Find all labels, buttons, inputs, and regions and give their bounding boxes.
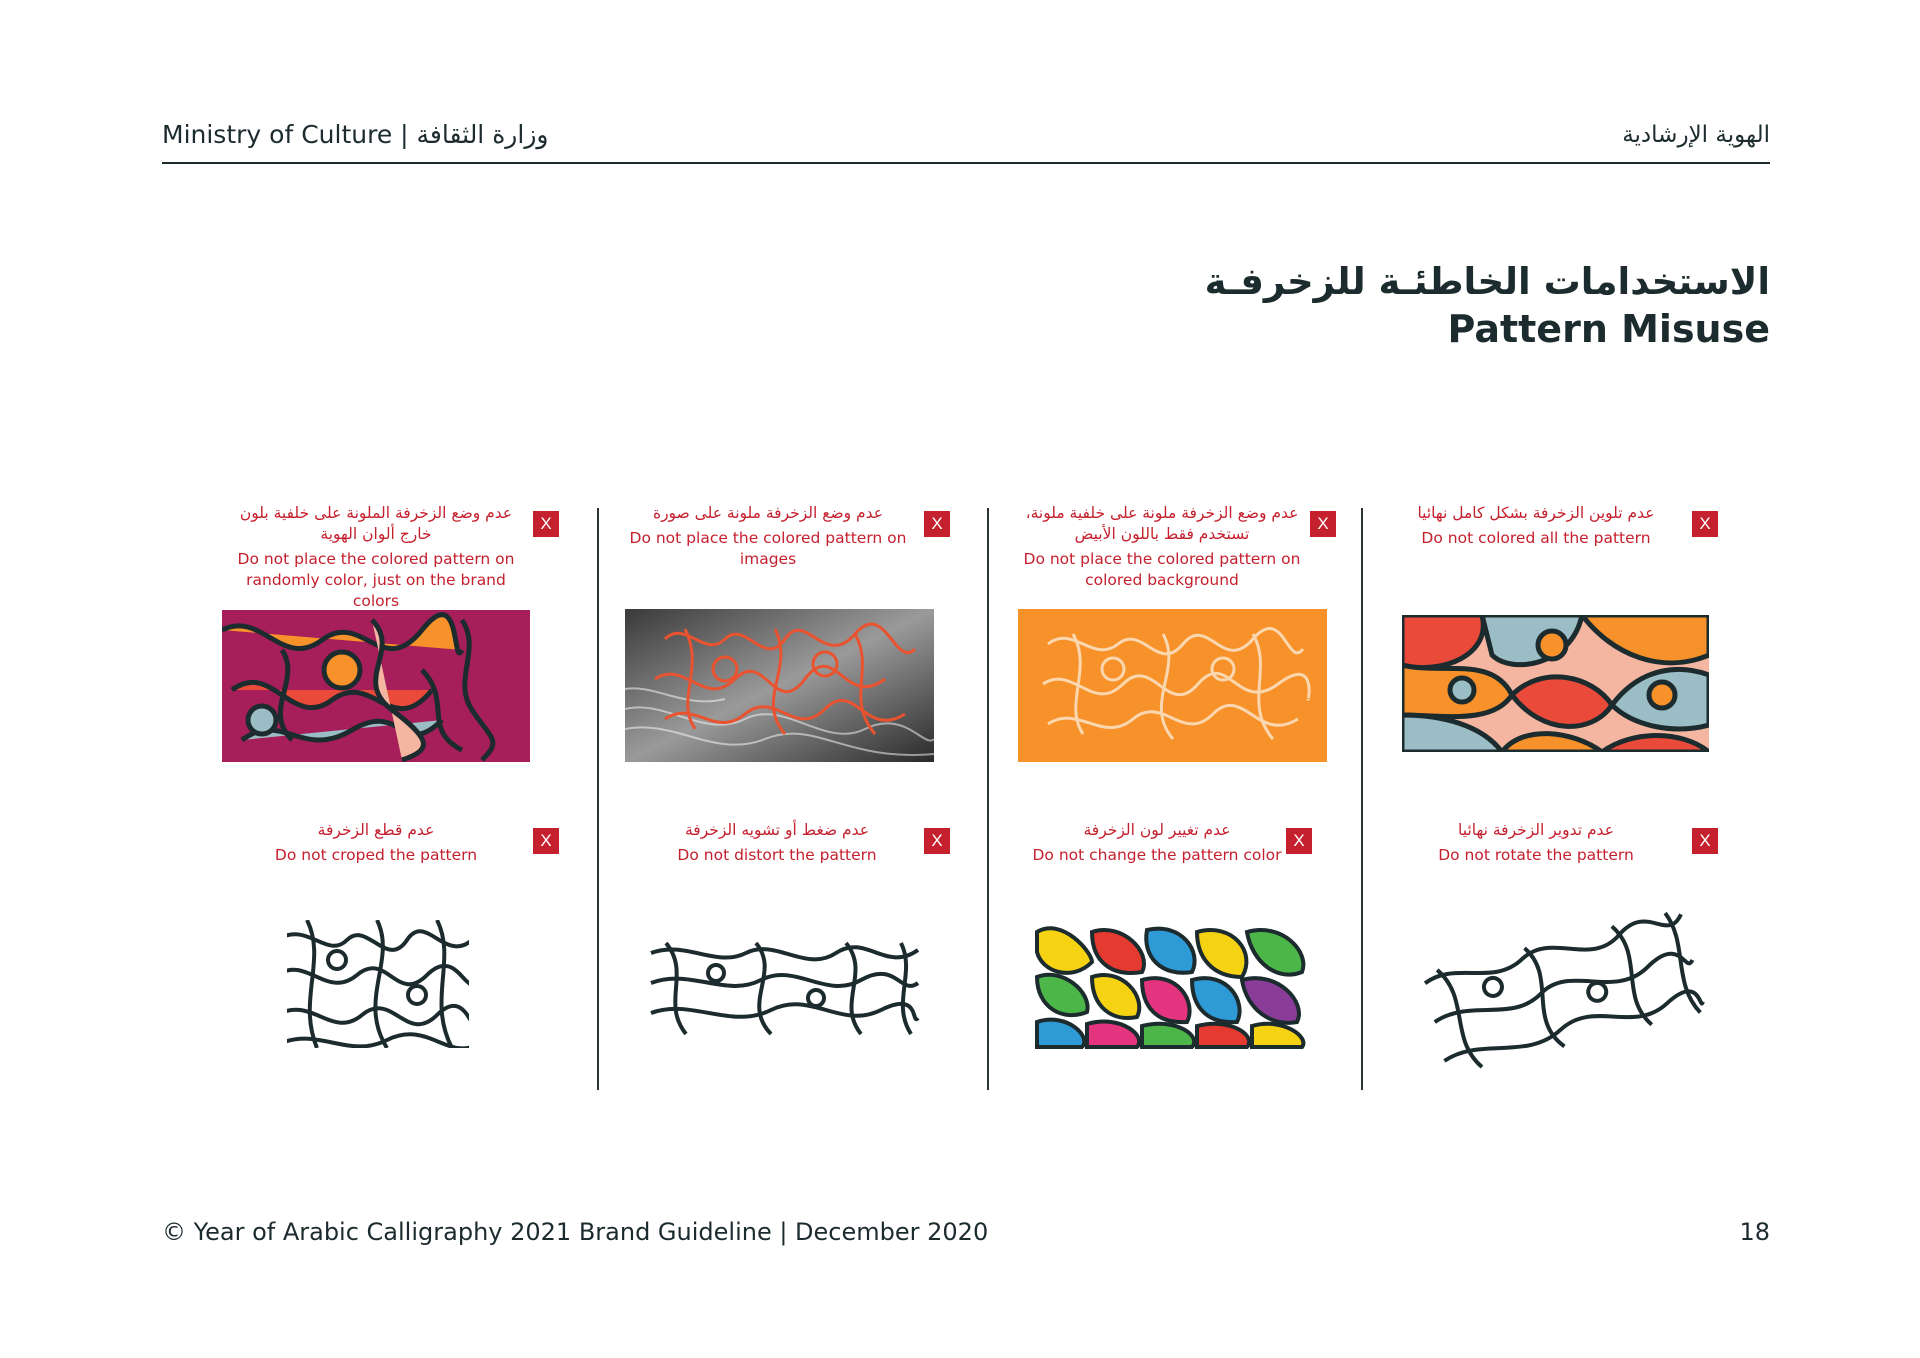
misuse-caption: عدم وضع الزخرفة الملونة على خلفية بلون خارج ألوان الهوية Do not place the colored pattern on randomly color, just on the brand colors [237, 504, 515, 610]
rotated-pattern-image [1412, 900, 1716, 1090]
misuse-caption: عدم تلوين الزخرفة بشكل كامل نهائيا Do not colored all the pattern [1417, 504, 1655, 547]
cropped-pattern-image [287, 920, 469, 1048]
x-mark-icon: X [1692, 828, 1718, 854]
fully-colored-pattern-image [1402, 615, 1709, 752]
footer-copyright: © Year of Arabic Calligraphy 2021 Brand Guideline | December 2020 [162, 1218, 989, 1246]
misuse-caption: عدم ضغط أو تشويه الزخرفة Do not distort the pattern [677, 821, 877, 864]
header-identity: الهوية الإرشادية [1622, 122, 1770, 148]
column-divider [597, 508, 599, 1090]
x-mark-icon: X [533, 511, 559, 537]
x-mark-icon: X [1692, 511, 1718, 537]
x-mark-icon: X [1310, 511, 1336, 537]
page-number: 18 [1739, 1218, 1770, 1246]
x-mark-icon: X [924, 511, 950, 537]
misuse-caption: عدم تدوير الزخرفة نهائيا Do not rotate the pattern [1438, 821, 1634, 864]
header-divider [162, 162, 1770, 164]
pattern-on-orange-image [1018, 609, 1327, 762]
misuse-caption: عدم قطع الزخرفة Do not croped the pattern [274, 821, 478, 864]
column-divider [1361, 508, 1363, 1090]
page-title-arabic: الاستخدامات الخاطئـة للزخرفـة [1204, 260, 1770, 303]
recolored-pattern-image [1032, 922, 1315, 1050]
x-mark-icon: X [924, 828, 950, 854]
pattern-on-photo-image [625, 609, 934, 762]
misuse-caption: عدم تغيير لون الزخرفة Do not change the pattern color [1032, 821, 1282, 864]
page-title: Pattern Misuse [1447, 307, 1770, 351]
misuse-caption: عدم وضع الزخرفة ملونة على خلفية ملونة، تستخدم فقط باللون الأبيض Do not place the colored pattern on colored background [1023, 504, 1301, 589]
misuse-caption: عدم وضع الزخرفة ملونة على صورة Do not place the colored pattern on images [629, 504, 907, 568]
x-mark-icon: X [1286, 828, 1312, 854]
column-divider [987, 508, 989, 1090]
pattern-on-magenta-image [222, 610, 530, 762]
x-mark-icon: X [533, 828, 559, 854]
header-ministry: Ministry of Culture | وزارة الثقافة [162, 120, 549, 149]
distorted-pattern-image [646, 938, 923, 1039]
